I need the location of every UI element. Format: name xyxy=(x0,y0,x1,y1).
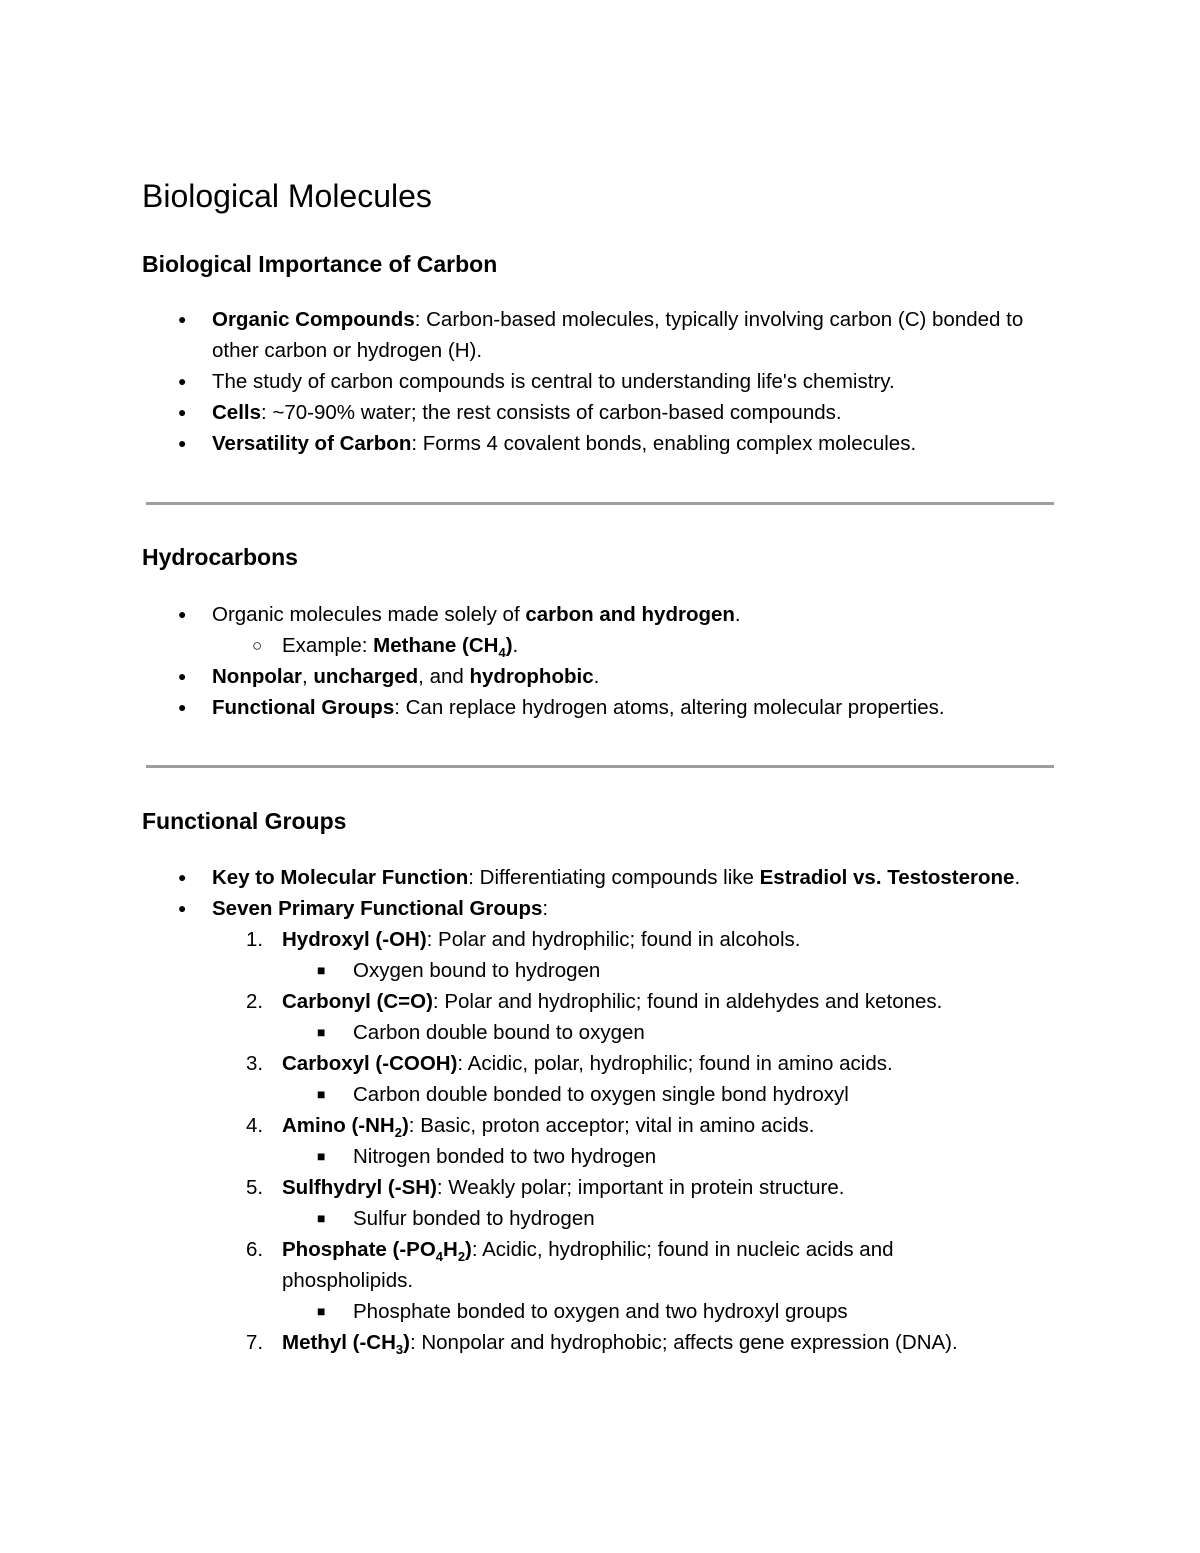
numbered-item xyxy=(142,1327,1062,1358)
section-divider xyxy=(146,765,1054,768)
bullet-icon: ● xyxy=(178,435,187,451)
square-bullet-icon: ■ xyxy=(317,962,326,978)
list-item xyxy=(142,304,1062,366)
group-description: : Polar and hydrophilic; found in aldehydes and ketones. xyxy=(432,990,943,1013)
group-description: : Nonpolar and hydrophobic; affects gene expression (DNA). xyxy=(409,1331,958,1354)
item-number: 7. xyxy=(246,1331,264,1354)
square-bullet-icon: ■ xyxy=(317,1086,326,1102)
numbered-item xyxy=(142,1048,1062,1079)
group-name: Sulfhydryl (-SH) xyxy=(282,1176,437,1199)
subscript: 4 xyxy=(498,645,506,660)
text: , and xyxy=(418,665,470,688)
sub-item xyxy=(142,1203,1062,1234)
item-number: 1. xyxy=(246,928,264,951)
document-title: Biological Molecules xyxy=(142,178,432,214)
definition: : Carbon-based molecules, typically involving carbon (C) bonded to other carbon or hydrogen (H). xyxy=(212,308,1024,362)
group-detail: Sulfur bonded to hydrogen xyxy=(353,1207,595,1230)
square-bullet-icon: ■ xyxy=(317,1210,326,1226)
sub-item xyxy=(142,1141,1062,1172)
carbon-list xyxy=(142,304,1062,459)
text: . xyxy=(512,634,519,657)
section-divider xyxy=(146,502,1054,505)
group-description: : Weakly polar; important in protein structure. xyxy=(436,1176,845,1199)
group-name: Hydroxyl (-OH) xyxy=(282,928,427,951)
group-name: Carboxyl (-COOH) xyxy=(282,1052,458,1075)
bullet-icon: ● xyxy=(178,668,187,684)
list-item xyxy=(142,599,1062,630)
formula: ) xyxy=(403,1331,410,1354)
text: Example: xyxy=(282,634,374,657)
square-bullet-icon: ■ xyxy=(317,1148,326,1164)
definition: : Differentiating compounds like xyxy=(468,866,760,889)
definition: : Forms 4 covalent bonds, enabling complex molecules. xyxy=(411,432,917,455)
text: . xyxy=(593,665,600,688)
definition: : ~70-90% water; the rest consists of carbon-based compounds. xyxy=(261,401,842,424)
group-detail: Carbon double bonded to oxygen single bond hydroxyl xyxy=(353,1083,849,1106)
definition: : Can replace hydrogen atoms, altering molecular properties. xyxy=(394,696,945,719)
bullet-icon: ● xyxy=(178,900,187,916)
group-description: : Basic, proton acceptor; vital in amino acids. xyxy=(408,1114,815,1137)
term: Cells xyxy=(212,401,261,424)
term: Versatility of Carbon xyxy=(212,432,412,455)
bullet-icon: ● xyxy=(178,869,187,885)
group-name xyxy=(282,1331,410,1357)
group-detail: Oxygen bound to hydrogen xyxy=(353,959,601,982)
term: Key to Molecular Function xyxy=(212,866,469,889)
item-number: 5. xyxy=(246,1176,264,1199)
list-item xyxy=(142,692,1062,723)
section-heading-hydrocarbons: Hydrocarbons xyxy=(142,544,298,570)
text: , xyxy=(301,665,314,688)
item-number: 6. xyxy=(246,1238,264,1261)
formula: ) xyxy=(401,1114,409,1137)
numbered-item xyxy=(142,1234,1062,1296)
square-bullet-icon: ■ xyxy=(317,1303,326,1319)
formula: Methane (CH xyxy=(373,634,499,657)
numbered-item xyxy=(142,1172,1062,1203)
text: : xyxy=(542,897,549,920)
term: carbon and hydrogen xyxy=(525,603,735,626)
formula: ) xyxy=(465,1238,472,1261)
hydrocarbon-list xyxy=(142,599,1062,723)
list-item xyxy=(142,397,1062,428)
text: . xyxy=(1014,866,1021,889)
term: uncharged xyxy=(313,665,419,688)
term: hydrophobic xyxy=(469,665,594,688)
term: Functional Groups xyxy=(212,696,395,719)
group-detail: Phosphate bonded to oxygen and two hydroxyl groups xyxy=(353,1300,848,1323)
group-name: Carbonyl (C=O) xyxy=(282,990,433,1013)
list-item xyxy=(142,630,1062,661)
formula: Methyl (-CH xyxy=(282,1331,396,1354)
list-item xyxy=(142,893,1062,924)
group-name xyxy=(282,1114,409,1140)
subscript: 2 xyxy=(457,1249,466,1264)
section-heading-carbon: Biological Importance of Carbon xyxy=(142,251,498,277)
list-item xyxy=(142,862,1062,893)
list-item xyxy=(142,661,1062,692)
numbered-item xyxy=(142,924,1062,955)
numbered-item xyxy=(142,1110,1062,1141)
list-item xyxy=(142,366,1062,397)
formula: Phosphate (-PO xyxy=(282,1238,436,1261)
bullet-icon: ● xyxy=(178,373,187,389)
group-name xyxy=(282,1238,472,1264)
subscript: 4 xyxy=(435,1249,443,1264)
group-detail: Carbon double bound to oxygen xyxy=(353,1021,645,1044)
term: Nonpolar xyxy=(212,665,302,688)
text: Organic molecules made solely of xyxy=(212,603,526,626)
definition: The study of carbon compounds is central to understanding life's chemistry. xyxy=(212,370,895,393)
group-description: : Polar and hydrophilic; found in alcohols. xyxy=(426,928,801,951)
bullet-icon: ● xyxy=(178,404,187,420)
formula: Amino (-NH xyxy=(282,1114,395,1137)
list-item xyxy=(142,428,1062,459)
item-number: 4. xyxy=(246,1114,264,1137)
bullet-icon: ● xyxy=(178,311,187,327)
term: Estradiol vs. Testosterone xyxy=(759,866,1015,889)
group-description: : Acidic, polar, hydrophilic; found in amino acids. xyxy=(457,1052,893,1075)
square-bullet-icon: ■ xyxy=(317,1024,326,1040)
bullet-icon: ● xyxy=(178,699,187,715)
term: Organic Compounds xyxy=(212,308,415,331)
item-number: 2. xyxy=(246,990,264,1013)
section-heading-functional-groups: Functional Groups xyxy=(142,808,347,834)
functional-groups-list xyxy=(142,862,1062,1358)
sub-item xyxy=(142,1296,1062,1327)
formula: ) xyxy=(505,634,513,657)
term xyxy=(373,634,513,660)
sub-item xyxy=(142,1079,1062,1110)
sub-item xyxy=(142,955,1062,986)
group-description: : Acidic, hydrophilic; found in nucleic acids and phospholipids. xyxy=(282,1238,894,1292)
subscript: 3 xyxy=(395,1342,404,1357)
circle-bullet-icon: ○ xyxy=(252,636,263,655)
group-detail: Nitrogen bonded to two hydrogen xyxy=(353,1145,657,1168)
subscript: 2 xyxy=(394,1125,402,1140)
numbered-item xyxy=(142,986,1062,1017)
formula: H xyxy=(443,1238,458,1261)
sub-item xyxy=(142,1017,1062,1048)
term: Seven Primary Functional Groups xyxy=(212,897,543,920)
item-number: 3. xyxy=(246,1052,264,1075)
bullet-icon: ● xyxy=(178,606,187,622)
text: . xyxy=(734,603,741,626)
